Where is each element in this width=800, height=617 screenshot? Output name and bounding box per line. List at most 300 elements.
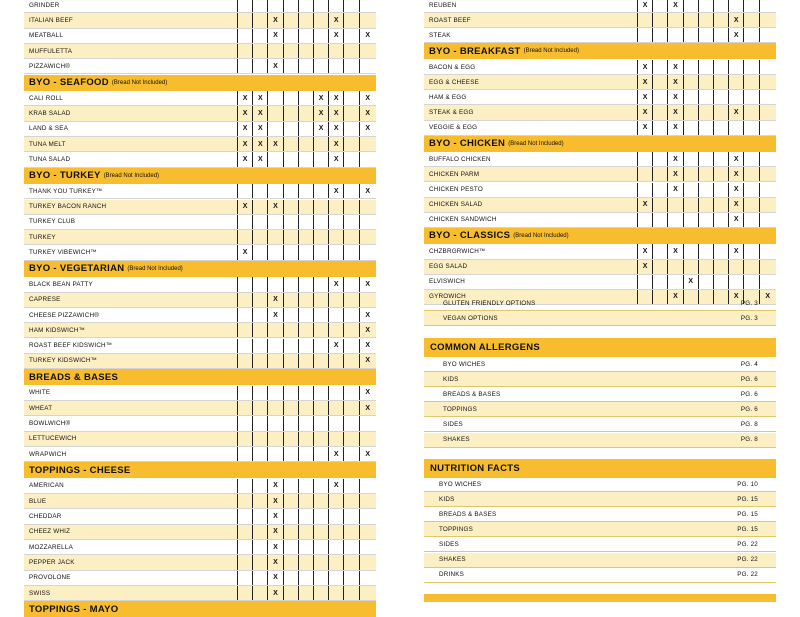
allergen-cell bbox=[683, 90, 698, 104]
allergen-cell bbox=[637, 183, 652, 197]
item-name: TUNA SALAD bbox=[29, 155, 71, 163]
allergen-cell bbox=[343, 479, 358, 493]
index-label: KIDS bbox=[443, 375, 459, 383]
allergen-cell bbox=[313, 245, 328, 259]
allergen-cell: X bbox=[667, 121, 682, 135]
allergen-cell bbox=[298, 339, 313, 353]
table-row bbox=[24, 432, 376, 447]
allergen-cell bbox=[283, 571, 298, 585]
allergen-cell: X bbox=[637, 75, 652, 89]
index-entry-byo-wiches[interactable] bbox=[424, 357, 776, 372]
allergen-cell bbox=[637, 213, 652, 227]
allergen-cell bbox=[698, 275, 713, 289]
index-page: PG. 6 bbox=[740, 375, 758, 383]
allergen-cell bbox=[743, 198, 758, 212]
allergen-cell bbox=[667, 198, 682, 212]
table-row bbox=[24, 215, 376, 230]
allergen-cell bbox=[713, 244, 728, 258]
allergen-cell bbox=[698, 167, 713, 181]
table-row bbox=[424, 183, 776, 198]
section-note: (Bread Not Included) bbox=[523, 48, 579, 55]
allergen-cell bbox=[267, 339, 282, 353]
item-name: PROVOLONE bbox=[29, 574, 71, 582]
table-row bbox=[24, 416, 376, 431]
item-name: CAPRESE bbox=[29, 296, 61, 304]
allergen-cell bbox=[237, 13, 252, 27]
section-header-toppings-cheese bbox=[24, 462, 376, 478]
allergen-cell bbox=[298, 44, 313, 58]
allergen-cell bbox=[683, 28, 698, 42]
allergen-cell bbox=[252, 586, 267, 600]
table-row bbox=[424, 28, 776, 43]
allergen-cell bbox=[743, 105, 758, 119]
allergen-cell bbox=[343, 29, 358, 43]
allergen-cell bbox=[237, 386, 252, 400]
table-row bbox=[24, 122, 376, 137]
allergen-cell bbox=[759, 244, 777, 258]
item-name: PIZZAWICH® bbox=[29, 62, 71, 70]
allergen-cell bbox=[328, 555, 343, 569]
allergen-cell bbox=[343, 339, 358, 353]
allergen-cell bbox=[267, 44, 282, 58]
allergen-cell bbox=[313, 29, 328, 43]
item-name: MEATBALL bbox=[29, 32, 64, 40]
item-name: LAND & SEA bbox=[29, 125, 69, 133]
allergen-cell bbox=[313, 44, 328, 58]
table-row bbox=[24, 323, 376, 338]
allergen-cell bbox=[237, 293, 252, 307]
allergen-cell bbox=[283, 91, 298, 105]
allergen-cell bbox=[252, 416, 267, 430]
index-label: GLUTEN FRIENDLY OPTIONS bbox=[443, 299, 536, 307]
allergen-cell bbox=[637, 152, 652, 166]
allergen-cell bbox=[713, 275, 728, 289]
table-row bbox=[424, 121, 776, 136]
allergen-cell: X bbox=[728, 198, 743, 212]
index-entry-gluten-friendly-options[interactable] bbox=[424, 296, 776, 311]
allergen-cell: X bbox=[637, 244, 652, 258]
allergen-cell bbox=[237, 44, 252, 58]
allergen-cell bbox=[713, 121, 728, 135]
allergen-cell bbox=[267, 122, 282, 136]
allergen-cell bbox=[267, 416, 282, 430]
allergen-cell bbox=[698, 260, 713, 274]
allergen-cell bbox=[359, 152, 377, 166]
allergen-cell bbox=[283, 432, 298, 446]
allergen-cell bbox=[637, 13, 652, 27]
allergen-cell bbox=[328, 401, 343, 415]
allergen-cell bbox=[313, 13, 328, 27]
index-page: PG. 4 bbox=[740, 360, 758, 368]
allergen-cell bbox=[313, 277, 328, 291]
allergen-cell bbox=[298, 323, 313, 337]
table-row bbox=[24, 293, 376, 308]
allergen-cell bbox=[683, 13, 698, 27]
allergen-cell bbox=[652, 28, 667, 42]
index-page: PG. 6 bbox=[740, 390, 758, 398]
index-entry-breads-bases[interactable] bbox=[424, 507, 776, 522]
allergen-cell: X bbox=[728, 105, 743, 119]
item-name: TURKEY KIDSWICH™ bbox=[29, 357, 98, 365]
allergen-cell bbox=[237, 479, 252, 493]
allergen-cell bbox=[359, 525, 377, 539]
allergen-cell: X bbox=[759, 290, 777, 304]
index-entry-shakes[interactable] bbox=[424, 553, 776, 568]
allergen-cell bbox=[283, 106, 298, 120]
allergen-cell: X bbox=[728, 290, 743, 304]
allergen-cell bbox=[298, 215, 313, 229]
table-row bbox=[424, 13, 776, 28]
allergen-cell bbox=[267, 0, 282, 12]
allergen-cell bbox=[343, 245, 358, 259]
table-row bbox=[24, 308, 376, 323]
allergen-cell bbox=[237, 29, 252, 43]
table-row bbox=[24, 29, 376, 44]
allergen-cell bbox=[683, 60, 698, 74]
allergen-cell bbox=[252, 59, 267, 73]
allergen-cell bbox=[713, 152, 728, 166]
item-name: SWISS bbox=[29, 589, 51, 597]
table-row bbox=[24, 230, 376, 245]
index-entry-toppings[interactable] bbox=[424, 522, 776, 537]
allergen-cell bbox=[683, 75, 698, 89]
allergen-cell bbox=[343, 509, 358, 523]
allergen-cell bbox=[343, 416, 358, 430]
allergen-cell bbox=[252, 184, 267, 198]
item-name: BACON & EGG bbox=[429, 63, 476, 71]
item-name: TURKEY CLUB bbox=[29, 218, 76, 226]
allergen-cell bbox=[343, 0, 358, 12]
next-section-band bbox=[424, 594, 776, 602]
allergen-cell bbox=[683, 152, 698, 166]
allergen-cell: X bbox=[328, 339, 343, 353]
item-name: TURKEY VIBEWICH™ bbox=[29, 249, 97, 257]
allergen-cell bbox=[237, 540, 252, 554]
allergen-cell bbox=[359, 44, 377, 58]
allergen-cell bbox=[743, 244, 758, 258]
allergen-cell bbox=[267, 447, 282, 461]
allergen-cell bbox=[359, 215, 377, 229]
allergen-cell: X bbox=[667, 244, 682, 258]
allergen-cell: X bbox=[252, 122, 267, 136]
allergen-cell bbox=[237, 323, 252, 337]
allergen-cell bbox=[237, 215, 252, 229]
table-row bbox=[24, 13, 376, 28]
allergen-cell bbox=[343, 13, 358, 27]
allergen-cell bbox=[252, 432, 267, 446]
allergen-cell: X bbox=[328, 184, 343, 198]
allergen-cell bbox=[328, 494, 343, 508]
allergen-cell: X bbox=[667, 0, 682, 12]
allergen-cell bbox=[667, 260, 682, 274]
allergen-cell bbox=[698, 244, 713, 258]
item-name: AMERICAN bbox=[29, 482, 64, 490]
allergen-cell bbox=[313, 323, 328, 337]
allergen-cell bbox=[267, 386, 282, 400]
allergen-cell bbox=[759, 60, 777, 74]
allergen-cell bbox=[252, 215, 267, 229]
item-name: CHICKEN SALAD bbox=[429, 201, 483, 209]
allergen-cell bbox=[743, 152, 758, 166]
index-entry-kids[interactable] bbox=[424, 372, 776, 387]
item-name: ELVISWICH bbox=[429, 278, 465, 286]
allergen-cell: X bbox=[328, 277, 343, 291]
allergen-cell bbox=[343, 571, 358, 585]
allergen-cell: X bbox=[267, 59, 282, 73]
allergen-cell bbox=[328, 308, 343, 322]
allergen-cell bbox=[237, 555, 252, 569]
allergen-cell: X bbox=[267, 200, 282, 214]
allergen-cell bbox=[298, 277, 313, 291]
allergen-cell: X bbox=[237, 152, 252, 166]
allergen-cell: X bbox=[359, 386, 377, 400]
allergen-cell: X bbox=[328, 13, 343, 27]
index-entry-kids[interactable] bbox=[424, 492, 776, 507]
item-name: KRAB SALAD bbox=[29, 110, 71, 118]
section-header-byo-classics bbox=[424, 228, 776, 244]
table-row bbox=[24, 571, 376, 586]
allergen-cell bbox=[267, 401, 282, 415]
item-name: BOWLWICH® bbox=[29, 419, 71, 427]
item-name: VEGGIE & EGG bbox=[429, 124, 478, 132]
table-row bbox=[24, 152, 376, 167]
allergen-cell bbox=[313, 0, 328, 12]
allergen-cell bbox=[328, 59, 343, 73]
allergen-cell bbox=[652, 213, 667, 227]
allergen-cell bbox=[328, 586, 343, 600]
allergen-cell: X bbox=[267, 29, 282, 43]
item-name: GRINDER bbox=[29, 1, 60, 9]
section-note: (Bread Not Included) bbox=[508, 140, 564, 147]
allergen-cell bbox=[343, 447, 358, 461]
allergen-cell bbox=[728, 121, 743, 135]
section-title: BYO - VEGETARIAN bbox=[29, 263, 125, 275]
section-note: (Bread Not Included) bbox=[111, 79, 168, 86]
allergen-cell bbox=[328, 0, 343, 12]
index-entry-byo-wiches[interactable] bbox=[424, 477, 776, 492]
allergen-cell: X bbox=[328, 447, 343, 461]
allergen-cell: X bbox=[252, 152, 267, 166]
allergen-cell bbox=[298, 184, 313, 198]
allergen-cell bbox=[298, 571, 313, 585]
index-entry-shakes[interactable] bbox=[424, 433, 776, 448]
allergen-cell bbox=[252, 323, 267, 337]
allergen-cell: X bbox=[359, 277, 377, 291]
allergen-cell: X bbox=[237, 137, 252, 151]
item-name: CHEDDAR bbox=[29, 513, 62, 521]
allergen-cell bbox=[283, 308, 298, 322]
allergen-cell bbox=[667, 28, 682, 42]
allergen-cell bbox=[759, 167, 777, 181]
allergen-cell bbox=[283, 323, 298, 337]
allergen-cell: X bbox=[267, 13, 282, 27]
table-row bbox=[24, 540, 376, 555]
allergen-cell bbox=[343, 122, 358, 136]
allergen-cell bbox=[652, 198, 667, 212]
allergen-cell bbox=[313, 447, 328, 461]
allergen-cell bbox=[252, 293, 267, 307]
allergen-cell bbox=[667, 275, 682, 289]
allergen-cell: X bbox=[637, 121, 652, 135]
allergen-cell bbox=[283, 200, 298, 214]
item-name: LETTUCEWICH bbox=[29, 435, 77, 443]
section-header-breads-bases bbox=[24, 369, 376, 385]
index-entry-vegan-options[interactable] bbox=[424, 311, 776, 326]
index-label: SHAKES bbox=[443, 436, 470, 443]
table-row bbox=[24, 525, 376, 540]
index-page: PG. 22 bbox=[737, 540, 758, 548]
index-entry-toppings[interactable] bbox=[424, 402, 776, 417]
allergen-cell bbox=[283, 416, 298, 430]
allergen-cell bbox=[698, 213, 713, 227]
allergen-cell bbox=[267, 432, 282, 446]
allergen-cell bbox=[328, 525, 343, 539]
section-title: BYO - BREAKFAST bbox=[429, 45, 521, 57]
allergen-cell bbox=[743, 213, 758, 227]
allergen-cell bbox=[252, 308, 267, 322]
allergen-cell bbox=[298, 447, 313, 461]
allergen-cell bbox=[252, 245, 267, 259]
item-name: TURKEY BACON RANCH bbox=[29, 203, 107, 211]
allergen-cell bbox=[328, 509, 343, 523]
allergen-cell bbox=[267, 184, 282, 198]
item-name: BLACK BEAN PATTY bbox=[29, 280, 93, 288]
allergen-cell bbox=[667, 213, 682, 227]
table-row bbox=[24, 586, 376, 601]
allergen-cell bbox=[298, 586, 313, 600]
allergen-cell bbox=[728, 60, 743, 74]
allergen-cell: X bbox=[267, 525, 282, 539]
allergen-cell bbox=[359, 416, 377, 430]
allergen-cell bbox=[298, 386, 313, 400]
allergen-cell bbox=[328, 432, 343, 446]
allergen-cell bbox=[298, 401, 313, 415]
allergen-cell bbox=[359, 293, 377, 307]
allergen-cell bbox=[343, 230, 358, 244]
allergen-cell bbox=[252, 44, 267, 58]
allergen-cell bbox=[283, 339, 298, 353]
allergen-cell bbox=[237, 509, 252, 523]
allergen-cell: X bbox=[359, 308, 377, 322]
nutrition-facts-header: NUTRITION FACTS bbox=[424, 459, 776, 478]
item-name: STEAK bbox=[429, 31, 451, 39]
allergen-cell bbox=[359, 540, 377, 554]
allergen-cell bbox=[328, 571, 343, 585]
allergen-cell bbox=[283, 59, 298, 73]
allergen-cell bbox=[759, 105, 777, 119]
allergen-cell bbox=[652, 167, 667, 181]
index-page: PG. 3 bbox=[740, 299, 758, 307]
index-page: PG. 6 bbox=[740, 405, 758, 413]
allergen-cell bbox=[237, 586, 252, 600]
allergen-cell bbox=[283, 555, 298, 569]
allergen-cell bbox=[652, 183, 667, 197]
table-row bbox=[424, 105, 776, 120]
allergen-cell bbox=[313, 152, 328, 166]
allergen-cell bbox=[743, 121, 758, 135]
table-row bbox=[24, 339, 376, 354]
allergen-cell bbox=[343, 200, 358, 214]
index-entry-sides[interactable] bbox=[424, 537, 776, 552]
table-row bbox=[24, 245, 376, 260]
allergen-cell bbox=[313, 479, 328, 493]
allergen-cell bbox=[328, 354, 343, 368]
allergen-cell: X bbox=[328, 152, 343, 166]
allergen-cell bbox=[652, 260, 667, 274]
table-row bbox=[24, 184, 376, 199]
table-row bbox=[424, 90, 776, 105]
allergen-cell bbox=[637, 275, 652, 289]
allergen-cell bbox=[283, 137, 298, 151]
allergen-cell bbox=[298, 509, 313, 523]
index-label: SIDES bbox=[443, 420, 463, 428]
allergen-cell bbox=[283, 293, 298, 307]
allergen-cell bbox=[313, 509, 328, 523]
allergen-cell bbox=[283, 13, 298, 27]
item-name: GYROWICH bbox=[429, 293, 466, 301]
allergen-cell bbox=[698, 105, 713, 119]
index-page: PG. 3 bbox=[740, 314, 758, 322]
allergen-cell bbox=[343, 184, 358, 198]
allergen-cell bbox=[683, 183, 698, 197]
allergen-cell bbox=[313, 184, 328, 198]
allergen-cell: X bbox=[728, 152, 743, 166]
item-name: REUBEN bbox=[429, 1, 457, 9]
allergen-cell bbox=[683, 121, 698, 135]
allergen-cell bbox=[298, 91, 313, 105]
allergen-cell bbox=[728, 0, 743, 12]
allergen-cell: X bbox=[328, 106, 343, 120]
index-page: PG. 15 bbox=[737, 495, 758, 503]
allergen-cell bbox=[759, 121, 777, 135]
allergen-cell bbox=[252, 571, 267, 585]
allergen-cell bbox=[298, 245, 313, 259]
item-name: ITALIAN BEEF bbox=[29, 16, 73, 24]
allergen-cell: X bbox=[267, 494, 282, 508]
allergen-cell bbox=[328, 540, 343, 554]
table-row bbox=[24, 277, 376, 292]
allergen-cell bbox=[237, 339, 252, 353]
index-entry-breads-bases[interactable] bbox=[424, 387, 776, 402]
allergen-cell bbox=[298, 432, 313, 446]
section-header-byo-seafood bbox=[24, 75, 376, 91]
allergen-cell: X bbox=[359, 323, 377, 337]
allergen-cell: X bbox=[267, 586, 282, 600]
allergen-cell bbox=[328, 215, 343, 229]
allergen-cell bbox=[237, 184, 252, 198]
allergen-cell bbox=[683, 244, 698, 258]
allergen-cell bbox=[237, 525, 252, 539]
index-entry-drinks[interactable] bbox=[424, 568, 776, 583]
item-name: TUNA MELT bbox=[29, 140, 66, 148]
allergen-cell bbox=[328, 386, 343, 400]
section-title: TOPPINGS - MAYO bbox=[29, 603, 119, 615]
allergen-cell: X bbox=[328, 29, 343, 43]
allergen-cell bbox=[328, 230, 343, 244]
allergen-cell bbox=[298, 230, 313, 244]
allergen-cell bbox=[359, 432, 377, 446]
allergen-cell: X bbox=[728, 167, 743, 181]
index-entry-sides[interactable] bbox=[424, 417, 776, 432]
allergen-cell bbox=[252, 555, 267, 569]
index-label: BREADS & BASES bbox=[439, 510, 497, 518]
index-label: KIDS bbox=[439, 495, 455, 503]
table-row bbox=[424, 60, 776, 75]
index-label: SHAKES bbox=[439, 556, 466, 563]
allergen-cell bbox=[252, 230, 267, 244]
allergen-cell bbox=[237, 230, 252, 244]
allergen-cell bbox=[713, 260, 728, 274]
